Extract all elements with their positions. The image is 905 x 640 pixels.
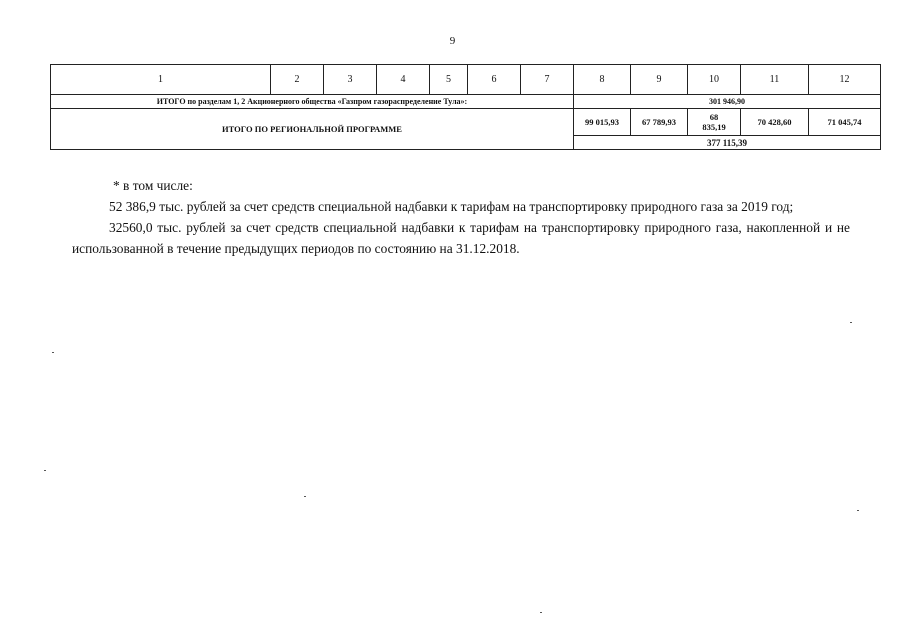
column-number-cell: 2 xyxy=(271,65,324,95)
regional-total-label: ИТОГО ПО РЕГИОНАЛЬНОЙ ПРОГРАММЕ xyxy=(51,109,574,150)
subtotal-value: 301 946,90 xyxy=(574,95,881,109)
footnotes xyxy=(72,175,850,259)
column-number-cell: 5 xyxy=(430,65,468,95)
column-number-cell: 6 xyxy=(468,65,521,95)
regional-program-table xyxy=(50,64,881,150)
page-number: 9 xyxy=(449,35,456,47)
column-number-cell: 4 xyxy=(377,65,430,95)
scan-speck xyxy=(857,510,859,511)
column-number-cell: 1 xyxy=(51,65,271,95)
column-number-cell: 9 xyxy=(631,65,688,95)
year-total-value: 99 015,93 xyxy=(574,109,631,136)
column-number-row xyxy=(51,65,881,95)
footnote-item: 32560,0 тыс. рублей за счет средств специальной надбавки к тарифам на транспортировку природного газа, накопленной и не использованной в течение предыдущих периодов по состоянию на 31.12.2018. xyxy=(72,220,850,256)
year-total-value: 67 789,93 xyxy=(631,109,688,136)
year-total-value: 68 835,19 xyxy=(688,109,741,136)
scan-speck xyxy=(850,322,852,323)
footnote-item: 52 386,9 тыс. рублей за счет средств специальной надбавки к тарифам на транспортировку природного газа за 2019 год; xyxy=(109,199,794,214)
subtotal-label: ИТОГО по разделам 1, 2 Акционерного общества «Газпром газораспределение Тула»: xyxy=(51,95,574,109)
footnote-intro: * в том числе: xyxy=(113,178,193,193)
column-number-cell: 12 xyxy=(809,65,881,95)
scan-speck xyxy=(540,612,542,613)
column-number-cell: 11 xyxy=(741,65,809,95)
column-number-cell: 10 xyxy=(688,65,741,95)
regional-total-sum: 377 115,39 xyxy=(574,136,881,150)
regional-total-row xyxy=(51,109,881,136)
scan-speck xyxy=(52,352,54,353)
column-number-cell: 8 xyxy=(574,65,631,95)
column-number-cell: 3 xyxy=(324,65,377,95)
subtotal-row xyxy=(51,95,881,109)
scan-speck xyxy=(44,470,46,471)
scan-speck xyxy=(304,496,306,497)
year-total-value: 71 045,74 xyxy=(809,109,881,136)
column-number-cell: 7 xyxy=(521,65,574,95)
year-total-value: 70 428,60 xyxy=(741,109,809,136)
